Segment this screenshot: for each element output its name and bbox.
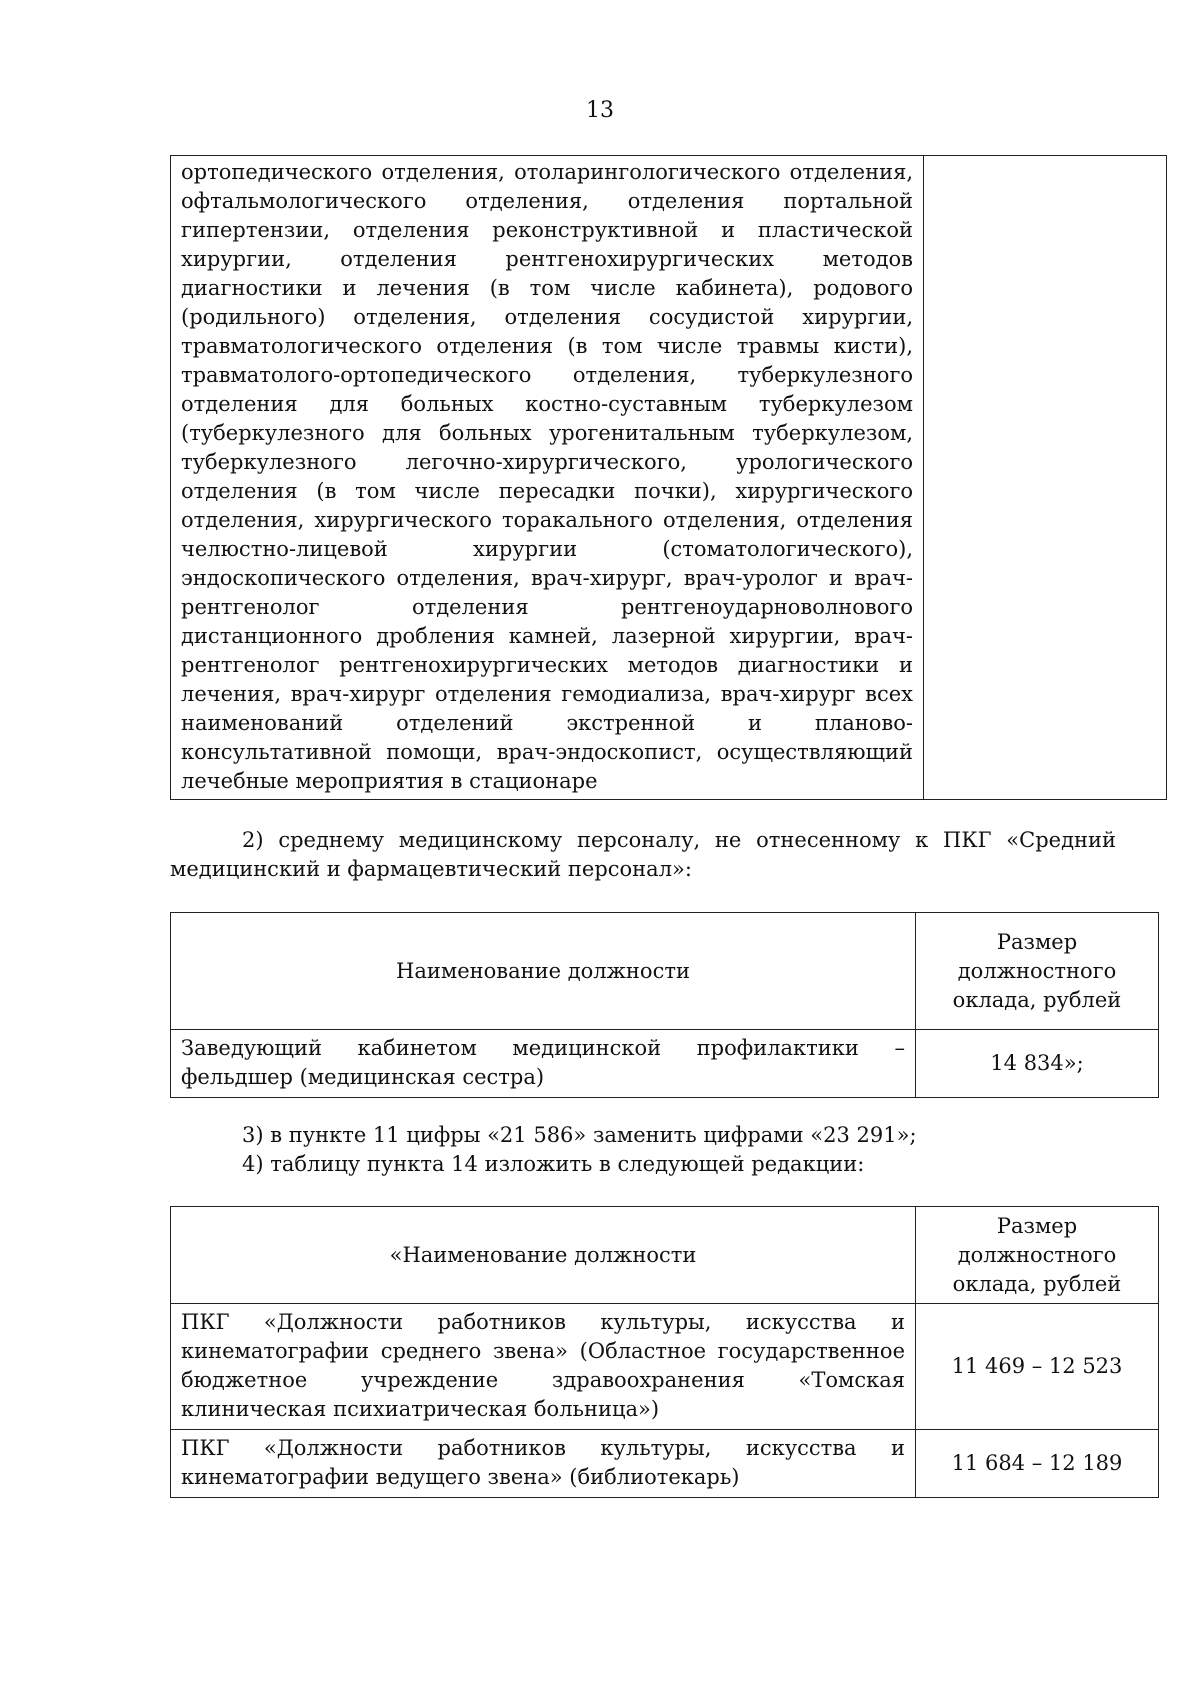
table-row — [171, 156, 1167, 800]
position-name-cell: ортопедического отделения, отоларингологического отделения, офтальмологического отделения, отделения портальной гипертензии, отделения реконструктивной и пластической хирургии, отделения рентгенохирургических методов диагностики и лечения (в том числе кабинета), родового (родильного) отделения, отделения сосудистой хирургии, травматологического отделения (в том числе травмы кисти), травматолого-ортопедического отделения, туберкулезного отделения для больных костно-суставным туберкулезом (туберкулезного для больных урогенитальным туберкулезом, туберкулезного легочно-хирургического, урологического отделения (в том числе пересадки почки), хирургического отделения, хирургического торакального отделения, отделения челюстно-лицевой хирургии (стоматологического), эндоскопического отделения, врач-хирург, врач-уролог и врач-рентгенолог отделения рентгеноударноволнового дистанционного дробления камней, лазерной хирургии, врач-рентгенолог рентгенохирургических методов диагностики и лечения, врач-хирург отделения гемодиализа, врач-хирург всех наименований отделений экстренной и планово-консультативной помощи, врач-эндоскопист, осуществляющий лечебные мероприятия в стационаре — [171, 156, 924, 800]
salary-cell — [924, 156, 1167, 800]
column-header-salary: Размер должностного оклада, рублей — [916, 1207, 1159, 1304]
page-number: 13 — [586, 98, 614, 123]
table-header-row — [171, 913, 1159, 1030]
position-name-cell: ПКГ «Должности работников культуры, искусства и кинематографии ведущего звена» (библиотекарь) — [171, 1430, 916, 1498]
table-row — [171, 1304, 1159, 1430]
salary-cell: 14 834»; — [916, 1030, 1159, 1098]
column-header-position: «Наименование должности — [171, 1207, 916, 1304]
table-row — [171, 1430, 1159, 1498]
column-header-position: Наименование должности — [171, 913, 916, 1030]
paragraph-item-3: 3) в пункте 11 цифры «21 586» заменить цифрами «23 291»; — [242, 1123, 917, 1147]
column-header-salary: Размер должностного оклада, рублей — [916, 913, 1159, 1030]
table-row — [171, 1030, 1159, 1098]
nurse-salary-table — [170, 912, 1159, 1098]
positions-table-continued — [170, 155, 1167, 800]
salary-cell: 11 684 – 12 189 — [916, 1430, 1159, 1498]
position-name-cell: Заведующий кабинетом медицинской профилактики – фельдшер (медицинская сестра) — [171, 1030, 916, 1098]
position-name-cell: ПКГ «Должности работников культуры, искусства и кинематографии среднего звена» (Областное государственное бюджетное учреждение здравоохранения «Томская клиническая психиатрическая больница») — [171, 1304, 916, 1430]
culture-salary-table — [170, 1206, 1159, 1498]
paragraph-item-4: 4) таблицу пункта 14 изложить в следующей редакции: — [242, 1152, 865, 1176]
table-header-row — [171, 1207, 1159, 1304]
salary-cell: 11 469 – 12 523 — [916, 1304, 1159, 1430]
paragraph-item-2: 2) среднему медицинскому персоналу, не отнесенному к ПКГ «Средний медицинский и фармацевтический персонал»: — [170, 828, 1116, 881]
